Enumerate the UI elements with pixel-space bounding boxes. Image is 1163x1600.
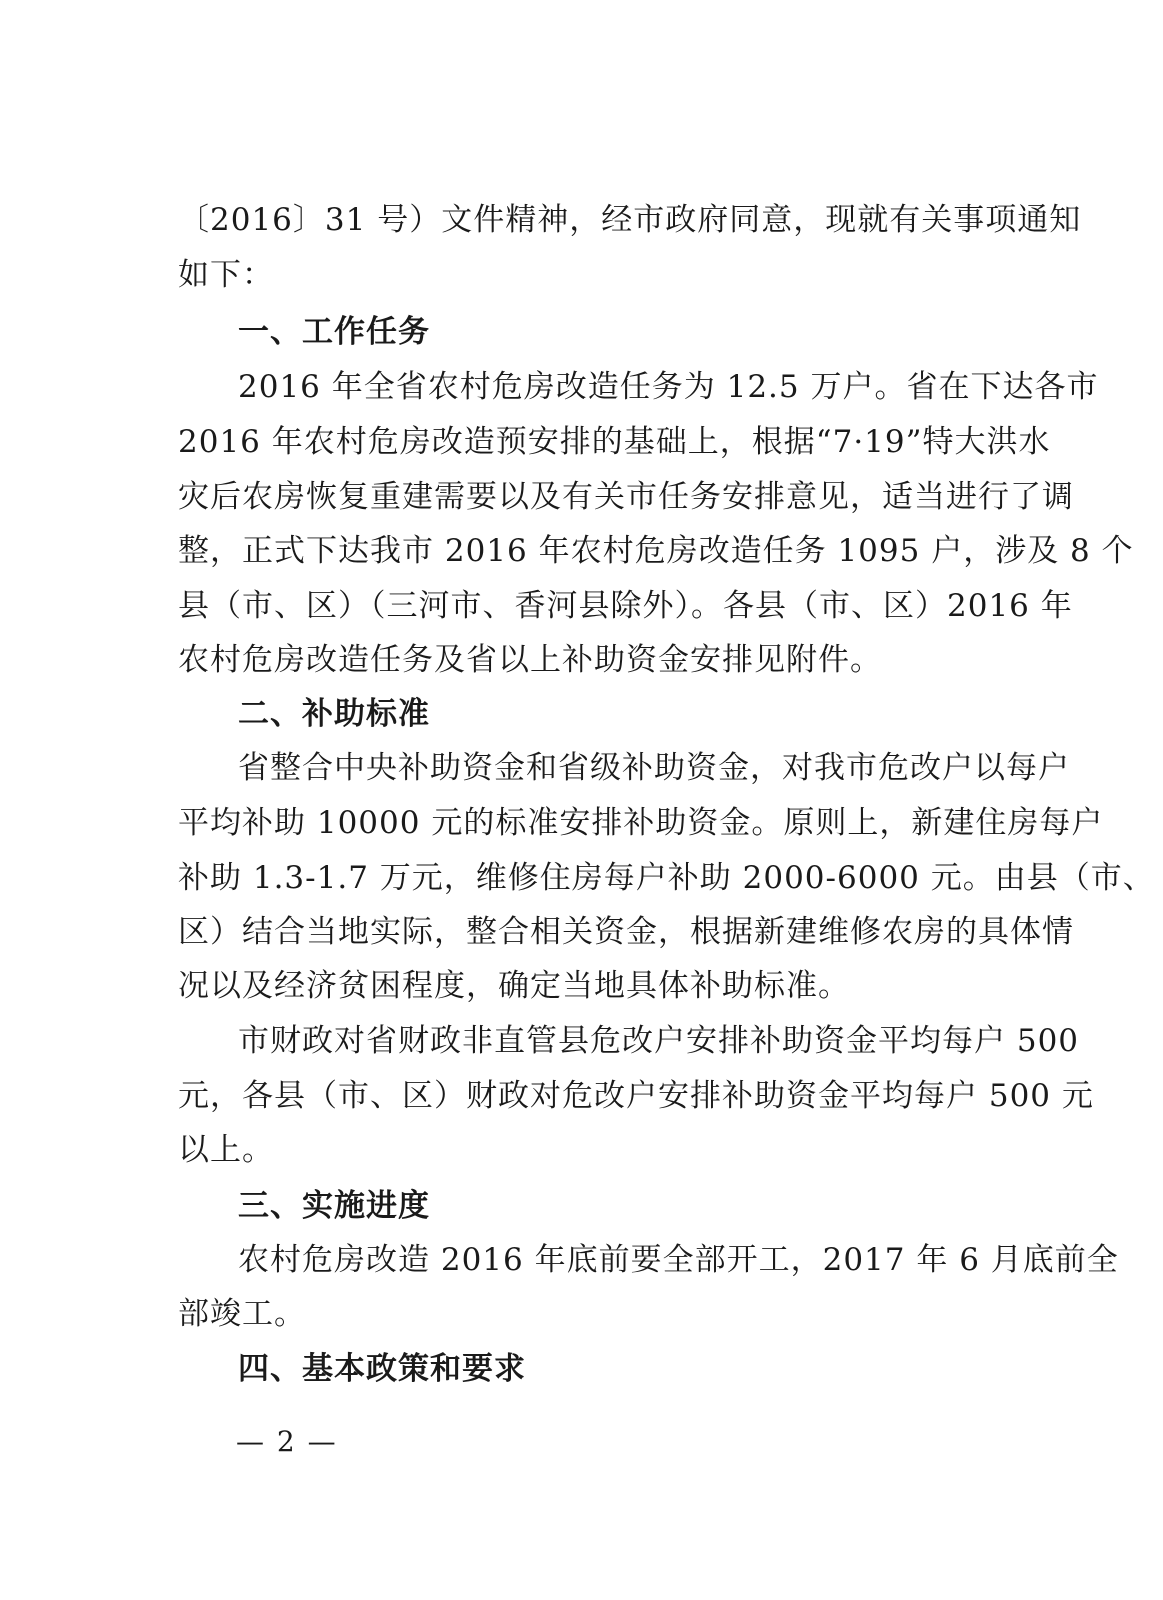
body-line: 省整合中央补助资金和省级补助资金，对我市危改户以每户 — [238, 750, 1070, 786]
body-line: 元，各县（市、区）财政对危改户安排补助资金平均每户 500 元 — [178, 1078, 1094, 1114]
body-line: 区）结合当地实际，整合相关资金，根据新建维修农房的具体情 — [178, 914, 1074, 950]
section-heading-1: 一、工作任务 — [238, 314, 430, 350]
body-line: 2016 年全省农村危房改造任务为 12.5 万户。省在下达各市 — [238, 369, 1099, 405]
body-line: 灾后农房恢复重建需要以及有关市任务安排意见，适当进行了调 — [178, 479, 1074, 515]
body-line: 市财政对省财政非直管县危改户安排补助资金平均每户 500 — [238, 1023, 1080, 1059]
body-line: 况以及经济贫困程度，确定当地具体补助标准。 — [178, 968, 850, 1004]
body-line: 2016 年农村危房改造预安排的基础上，根据“7·19”特大洪水 — [178, 424, 1051, 460]
body-line: 平均补助 10000 元的标准安排补助资金。原则上，新建住房每户 — [178, 805, 1104, 841]
body-line: 农村危房改造任务及省以上补助资金安排见附件。 — [178, 642, 882, 678]
body-line: 县（市、区）（三河市、香河县除外）。各县（市、区）2016 年 — [178, 588, 1073, 624]
page-number: — 2 — — [236, 1425, 338, 1458]
body-line: 农村危房改造 2016 年底前要全部开工，2017 年 6 月底前全 — [238, 1242, 1119, 1278]
body-line: 补助 1.3-1.7 万元，维修住房每户补助 2000-6000 元。由县（市、 — [178, 860, 1155, 896]
section-heading-4: 四、基本政策和要求 — [238, 1351, 526, 1387]
body-line: 如下： — [178, 257, 274, 293]
body-line: 整，正式下达我市 2016 年农村危房改造任务 1095 户，涉及 8 个 — [178, 533, 1134, 569]
body-line: 以上。 — [178, 1132, 274, 1168]
section-heading-2: 二、补助标准 — [238, 696, 430, 732]
body-line: 部竣工。 — [178, 1296, 306, 1332]
body-line: 〔2016〕31 号）文件精神，经市政府同意，现就有关事项通知 — [178, 202, 1082, 238]
section-heading-3: 三、实施进度 — [238, 1188, 430, 1224]
